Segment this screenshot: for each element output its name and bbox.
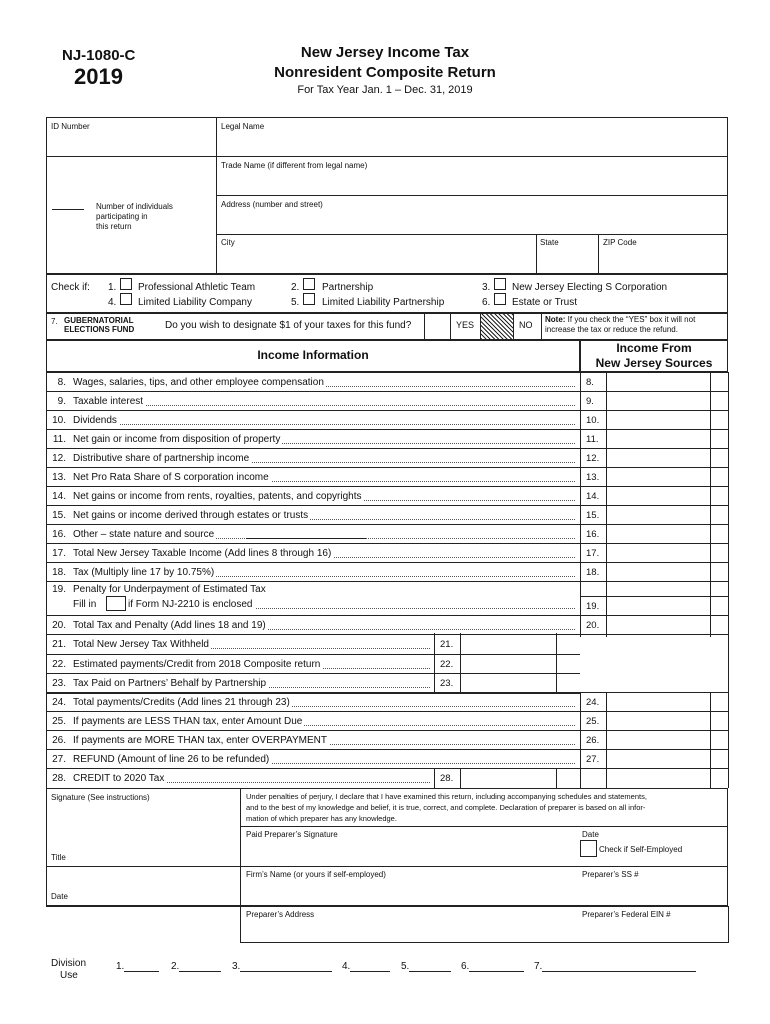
llc-checkbox[interactable]: [120, 293, 132, 305]
individuals-label-2: participating in: [96, 212, 148, 221]
preparer-address-field[interactable]: Preparer’s Address: [246, 910, 315, 919]
title-field[interactable]: Title: [51, 853, 66, 862]
nj2210-checkbox[interactable]: [106, 596, 126, 611]
firm-name-field[interactable]: Firm’s Name (or yours if self-employed): [246, 870, 386, 879]
gub-label-2: ELECTIONS FUND: [64, 325, 135, 334]
line-25-amount[interactable]: [606, 711, 710, 730]
address-field[interactable]: Address (number and street): [221, 200, 323, 209]
estate-trust-label: Estate or Trust: [512, 297, 578, 308]
tax-year: For Tax Year Jan. 1 – Dec. 31, 2019: [297, 84, 473, 96]
line-12-amount[interactable]: [606, 448, 710, 467]
line-22-label: Estimated payments/Credit from 2018 Composite return: [73, 658, 321, 670]
income-info-title: Income Information: [257, 348, 369, 362]
s-corp-label: New Jersey Electing S Corporation: [512, 282, 668, 293]
zip-field[interactable]: ZIP Code: [603, 238, 637, 247]
line-23-amount[interactable]: [460, 673, 556, 692]
form-year: 2019: [74, 64, 123, 89]
form-title-1: New Jersey Income Tax: [300, 44, 470, 61]
line-27-amount[interactable]: [606, 749, 710, 768]
check-if-label: Check if:: [51, 282, 90, 293]
preparer-date-field[interactable]: Date: [582, 830, 599, 839]
line-11-label: Net gain or income from disposition of property: [73, 434, 281, 445]
line-20-label: Total Tax and Penalty (Add lines 18 and 19): [73, 620, 266, 631]
s-corp-checkbox[interactable]: [494, 278, 506, 290]
line-19-amount[interactable]: [606, 581, 710, 615]
individuals-label-1: Number of individuals: [96, 202, 173, 211]
legal-name-field[interactable]: Legal Name: [221, 122, 265, 131]
division-field-2[interactable]: [179, 971, 221, 972]
line-20-amount[interactable]: [606, 615, 710, 634]
line-13-label: Net Pro Rata Share of S corporation income: [73, 472, 269, 483]
line-10-amount[interactable]: [606, 410, 710, 429]
line-23-label: Tax Paid on Partners’ Behalf by Partnership: [73, 678, 267, 690]
llp-label: Limited Liability Partnership: [322, 297, 445, 308]
line-9-amount[interactable]: [606, 391, 710, 410]
self-employed-label: Check if Self-Employed: [599, 845, 683, 854]
line-8-amount[interactable]: [606, 372, 710, 391]
gub-yes-checkbox[interactable]: [424, 313, 451, 340]
line-21-amount[interactable]: [460, 634, 556, 653]
line-26-amount[interactable]: [606, 730, 710, 749]
gub-yes-label: YES: [456, 320, 475, 330]
line-13-amount[interactable]: [606, 467, 710, 486]
city-field[interactable]: City: [221, 238, 235, 247]
gub-no-checkbox[interactable]: [480, 313, 514, 340]
form-id: NJ-1080-C: [62, 47, 136, 64]
id-number-field[interactable]: ID Number: [51, 122, 90, 131]
gub-no-label: NO: [519, 320, 533, 330]
partnership-checkbox[interactable]: [303, 278, 315, 290]
line-10-label: Dividends: [73, 415, 117, 426]
line-14-label: Net gains or income from rents, royalties, patents, and copyrights: [73, 491, 362, 502]
line-28-amount[interactable]: [460, 768, 556, 787]
self-employed-checkbox[interactable]: [580, 840, 597, 857]
line-14-amount[interactable]: [606, 486, 710, 505]
line-24-amount[interactable]: [606, 692, 710, 711]
division-field-6[interactable]: [469, 971, 524, 972]
llc-label: Limited Liability Company: [138, 297, 252, 308]
division-field-3[interactable]: [240, 971, 332, 972]
line-16-amount[interactable]: [606, 524, 710, 543]
division-use-label: Division: [51, 958, 87, 969]
line-15-label: Net gains or income derived through estates or trusts: [73, 510, 309, 521]
trade-name-field[interactable]: Trade Name (if different from legal name): [221, 161, 368, 170]
line-15-amount[interactable]: [606, 505, 710, 524]
gub-note-2: increase the tax or reduce the refund.: [545, 325, 678, 334]
line-18-amount[interactable]: [606, 562, 710, 581]
professional-athletic-team-checkbox[interactable]: [120, 278, 132, 290]
division-field-4[interactable]: [350, 971, 390, 972]
line-19-label: Penalty for Underpayment of Estimated Tax: [73, 584, 266, 595]
date-field[interactable]: Date: [51, 892, 68, 901]
line-25-label: If payments are LESS THAN tax, enter Amount Due: [73, 716, 303, 727]
division-field-1[interactable]: [124, 971, 159, 972]
estate-trust-checkbox[interactable]: [494, 293, 506, 305]
line-11-amount[interactable]: [606, 429, 710, 448]
line-17-label: Total New Jersey Taxable Income (Add lines 8 through 16): [73, 548, 332, 559]
preparer-signature-field[interactable]: Paid Preparer’s Signature: [246, 830, 338, 839]
line-12-label: Distributive share of partnership income: [73, 453, 250, 464]
signature-field[interactable]: Signature (See instructions): [51, 793, 150, 802]
line-16-label: Other – state nature and source: [73, 529, 215, 540]
individuals-label-3: this return: [96, 222, 132, 231]
gub-label-1: GUBERNATORIAL: [64, 316, 134, 325]
gub-question: Do you wish to designate $1 of your taxes for this fund?: [165, 320, 412, 331]
form-title-2: Nonresident Composite Return: [274, 64, 496, 81]
line-22-amount[interactable]: [460, 654, 556, 673]
partnership-label: Partnership: [322, 282, 374, 293]
llp-checkbox[interactable]: [303, 293, 315, 305]
gub-note: Note: If you check the “YES” box it will not: [545, 315, 696, 324]
line-8-label: Wages, salaries, tips, and other employee compensation: [73, 377, 324, 388]
individuals-count-field[interactable]: [52, 209, 84, 210]
preparer-ein-field[interactable]: Preparer’s Federal EIN #: [582, 910, 671, 919]
state-field[interactable]: State: [540, 238, 559, 247]
line-17-amount[interactable]: [606, 543, 710, 562]
line-18-label: Tax (Multiply line 17 by 10.75%): [73, 567, 215, 578]
line-9-label: Taxable interest: [73, 396, 144, 407]
division-field-7[interactable]: [542, 971, 696, 972]
division-field-5[interactable]: [409, 971, 451, 972]
line-27-label: REFUND (Amount of line 26 to be refunded): [73, 754, 270, 765]
professional-athletic-team-label: Professional Athletic Team: [138, 282, 256, 293]
line-28-label: CREDIT to 2020 Tax: [73, 773, 165, 784]
line-24-label: Total payments/Credits (Add lines 21 through 23): [73, 697, 290, 708]
line-26-label: If payments are MORE THAN tax, enter OVERPAYMENT: [73, 735, 327, 746]
preparer-ssn-field[interactable]: Preparer’s SS #: [582, 870, 639, 879]
line-21-label: Total New Jersey Tax Withheld: [73, 639, 209, 650]
